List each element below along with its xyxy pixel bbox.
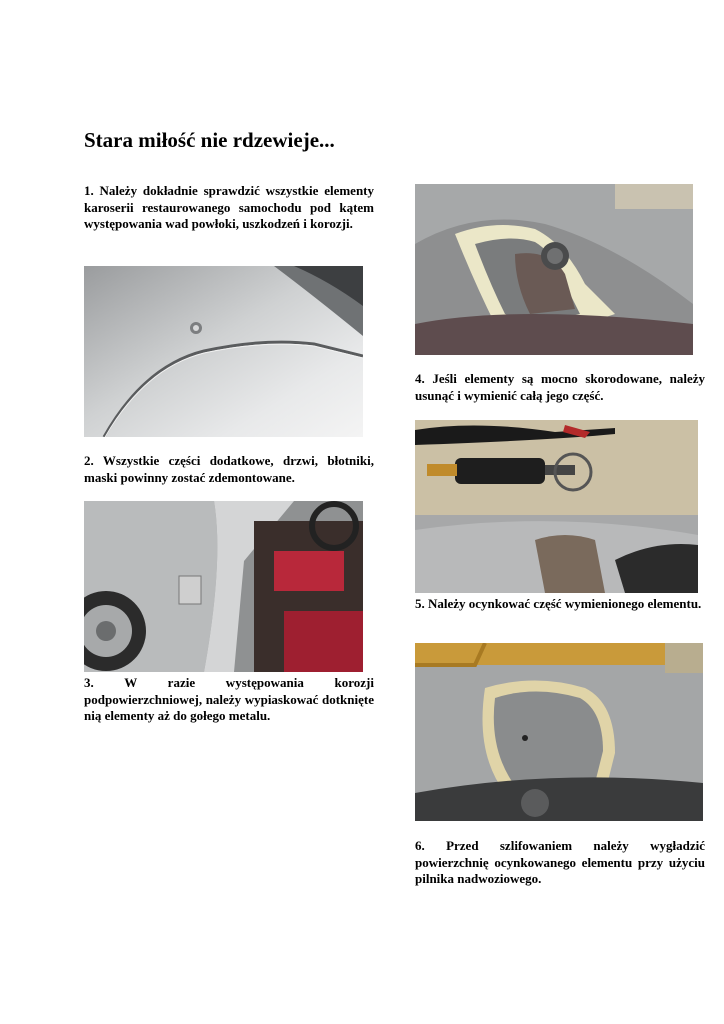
step-6-caption: 6. Przed szlifowaniem należy wygładzić powierzchnię ocynkowanego elementu przy użyciu pilnika nadwoziowego. [415,838,705,886]
step-5-caption: 5. Należy ocynkować część wymienionego elementu. [415,596,702,611]
step-3-caption: 3. W razie występowania korozji podpowierzchniowej, należy wypiaskować dotknięte nią elementy aż do gołego metalu. [84,675,374,723]
step-1-caption: 1. Należy dokładnie sprawdzić wszystkie elementy karoserii restaurowanego samochodu pod kątem występowania wad powłoki, uszkodzeń i korozji. [84,183,374,231]
photo-corroded-panel [415,184,693,355]
step-2-caption: 2. Wszystkie części dodatkowe, drzwi, błotniki, maski powinny zostać zdemontowane. [84,453,374,485]
photo-tools-panel [415,420,698,593]
page-title: Stara miłość nie rdzewieje... [84,128,335,152]
photo-body-panel-inspection [84,266,363,437]
photo-galvanized-element [415,643,703,821]
step-4-caption: 4. Jeśli elementy są mocno skorodowane, należy usunąć i wymienić całą jego część. [415,371,705,403]
photo-disassembled-car [84,501,363,672]
